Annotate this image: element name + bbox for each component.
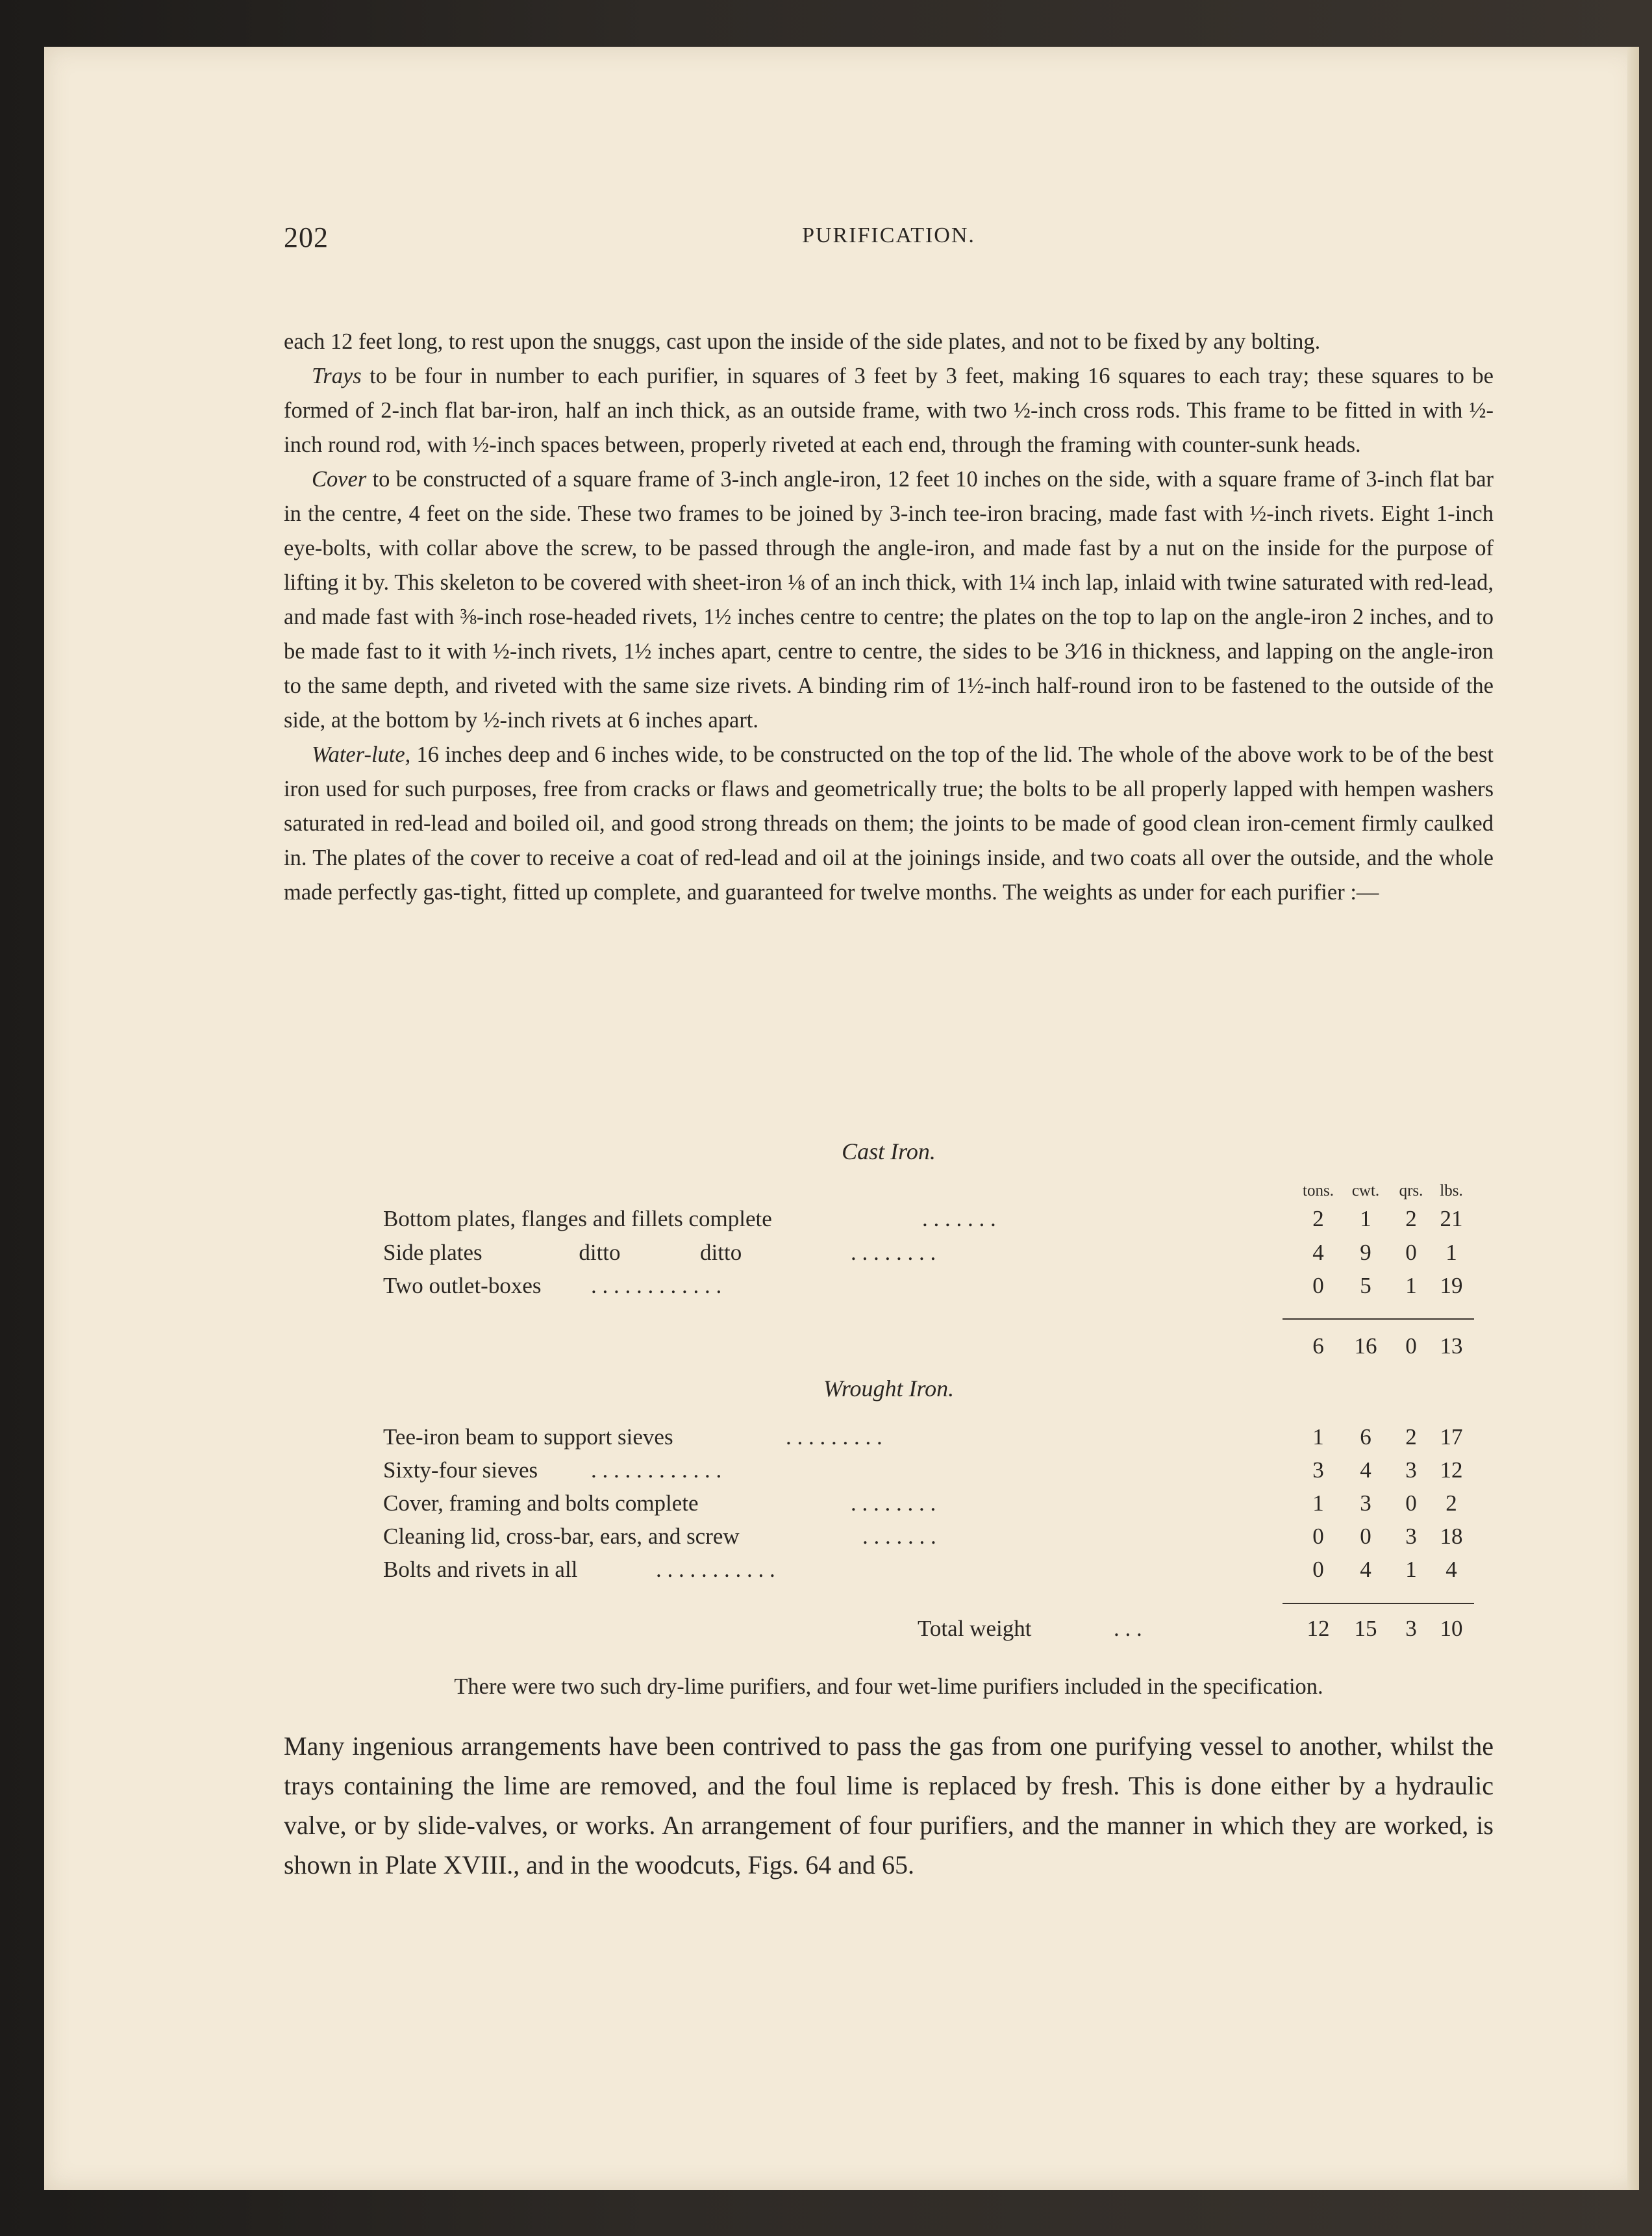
leader-dots: . . . . . . . . . . . . [591, 1273, 722, 1298]
weight-value: 18 [1440, 1524, 1463, 1549]
body-paragraph [284, 738, 1494, 910]
purifier-note: There were two such dry-lime purifiers, and four wet-lime purifiers included in the specification. [454, 1674, 1323, 1699]
leader-dots: . . . . . . . . . [786, 1424, 882, 1450]
weight-value: 4 [1446, 1557, 1457, 1582]
row-label: Bolts and rivets in all [383, 1557, 578, 1582]
weight-value: 3 [1312, 1457, 1324, 1483]
column-heading: tons. [1303, 1182, 1334, 1200]
weight-value: 6 [1360, 1424, 1371, 1450]
body-paragraph [284, 462, 1494, 738]
weight-value: 4 [1312, 1240, 1324, 1265]
paragraph-text: each 12 feet long, to rest upon the snuggs, cast upon the inside of the side plates, and not to be fixed by any bolting. [284, 329, 1321, 354]
row-label: Tee-iron beam to support sieves [383, 1424, 673, 1450]
row-label: Cleaning lid, cross-bar, ears, and screw [383, 1524, 740, 1549]
leader-dots: . . . . . . . . . . . . [591, 1457, 722, 1483]
weight-value: 0 [1360, 1524, 1371, 1549]
weight-value: 2 [1405, 1206, 1417, 1231]
weight-value: 5 [1360, 1273, 1371, 1298]
row-label: Cover, framing and bolts complete [383, 1490, 699, 1516]
cast-iron-title: Cast Iron. [842, 1138, 936, 1164]
body-paragraph [284, 325, 1494, 359]
weight-value: 1 [1405, 1273, 1417, 1298]
weight-value: 0 [1405, 1333, 1417, 1359]
weight-value: 21 [1440, 1206, 1463, 1231]
column-heading: qrs. [1399, 1182, 1423, 1200]
sum-rule [1283, 1603, 1474, 1604]
paragraph-lead-term: Trays [312, 364, 362, 388]
sum-rule [1283, 1318, 1474, 1320]
weight-value: 19 [1440, 1273, 1463, 1298]
weight-value: 1 [1360, 1206, 1371, 1231]
weight-value: 2 [1405, 1424, 1417, 1450]
row-label: Side plates ditto ditto [383, 1240, 742, 1265]
total-weight-label: Total weight [918, 1616, 1032, 1641]
weight-value: 16 [1354, 1333, 1377, 1359]
weight-value: 0 [1312, 1524, 1324, 1549]
specification-text [284, 325, 1494, 910]
page-number: 202 [284, 221, 329, 253]
weight-value: 0 [1312, 1557, 1324, 1582]
row-label: Sixty-four sieves [383, 1457, 538, 1483]
body-paragraph [284, 359, 1494, 462]
weight-value: 0 [1405, 1490, 1417, 1516]
weight-value: 4 [1360, 1557, 1371, 1582]
weight-value: 1 [1312, 1424, 1324, 1450]
column-heading: cwt. [1351, 1182, 1380, 1200]
page-header [284, 221, 1494, 260]
paragraph-text: 16 inches deep and 6 inches wide, to be constructed on the top of the lid. The whole of the above work to be of the best iron used for such purposes, free from cracks or flaws and geometrically true; the bolts to be all properly lapped with hempen washers saturated in red-lead and boiled oil, and good strong threads on them; the joints to be made of good clean iron-cement firmly caulked in. The plates of the cover to receive a coat of red-lead and oil at the joinings inside, and two coats all over the outside, and the whole made perfectly gas-tight, fitted up complete, and guaranteed for twelve months. The weights as under for each purifier :— [284, 742, 1494, 905]
weight-value: 15 [1354, 1616, 1377, 1641]
weight-value: 9 [1360, 1240, 1371, 1265]
closing-paragraph: Many ingenious arrangements have been contrived to pass the gas from one purifying vessel to another, whilst the trays containing the lime are removed, and the foul lime is replaced by fresh. This is done either by a hydraulic valve, or by slide-valves, or works. An arrangement of four purifiers, and the manner in which they are worked, is shown in Plate XVIII., and in the woodcuts, Figs. 64 and 65. [284, 1731, 1494, 1879]
weight-value: 6 [1312, 1333, 1324, 1359]
leader-dots: . . . [1114, 1616, 1142, 1641]
wrought-iron-title: Wrought Iron. [823, 1376, 955, 1401]
row-label: Bottom plates, flanges and fillets complete [383, 1206, 772, 1231]
weight-value: 17 [1440, 1424, 1463, 1450]
paragraph-lead-term: Water-lute, [312, 742, 411, 767]
running-head: PURIFICATION. [802, 223, 975, 247]
weight-value: 1 [1312, 1490, 1324, 1516]
weight-value: 3 [1360, 1490, 1371, 1516]
weight-value: 10 [1440, 1616, 1463, 1641]
weight-value: 1 [1446, 1240, 1457, 1265]
paragraph-lead-term: Cover [312, 467, 367, 492]
weight-value: 4 [1360, 1457, 1371, 1483]
column-heading: lbs. [1440, 1182, 1463, 1200]
weight-value: 12 [1440, 1457, 1463, 1483]
weight-value: 3 [1405, 1457, 1417, 1483]
weight-value: 0 [1405, 1240, 1417, 1265]
leader-dots: . . . . . . . . . . . [656, 1557, 775, 1582]
row-label: Two outlet-boxes [383, 1273, 542, 1298]
paragraph-text: to be four in number to each purifier, in squares of 3 feet by 3 feet, making 16 squares to each tray; these squares to be formed of 2-inch flat bar-iron, half an inch thick, as an outside frame, with two ½-inch cross rods. This frame to be fitted in with ½-inch round rod, with ½-inch spaces between, properly riveted at each end, through the framing with counter-sunk heads. [284, 364, 1494, 457]
leader-dots: . . . . . . . . [851, 1240, 936, 1265]
weight-value: 1 [1405, 1557, 1417, 1582]
paragraph-text: to be constructed of a square frame of 3-inch angle-iron, 12 feet 10 inches on the side, with a square frame of 3-inch flat bar in the centre, 4 feet on the side. These two frames to be joined by 3-inch tee-iron bracing, made fast with ½-inch rivets. Eight 1-inch eye-bolts, with collar above the screw, to be passed through the angle-iron, and made fast by a nut on the inside for the purpose of lifting it by. This skeleton to be covered with sheet-iron ⅛ of an inch thick, with 1¼ inch lap, inlaid with twine saturated with red-lead, and made fast with ⅜-inch rose-headed rivets, 1½ inches centre to centre; the plates on the top to lap on the angle-iron 2 inches, and to be made fast to it with ½-inch rivets, 1½ inches apart, centre to centre, the sides to be 3⁄16 in thickness, and lapping on the angle-iron to the same depth, and riveted with the same size rivets. A binding rim of 1½-inch half-round iron to be fastened to the outside of the side, at the bottom by ½-inch rivets at 6 inches apart. [284, 467, 1494, 733]
leader-dots: . . . . . . . [922, 1206, 996, 1231]
weight-value: 3 [1405, 1524, 1417, 1549]
weight-value: 3 [1405, 1616, 1417, 1641]
weight-value: 2 [1312, 1206, 1324, 1231]
leader-dots: . . . . . . . . [851, 1490, 936, 1516]
leader-dots: . . . . . . . [862, 1524, 936, 1549]
weight-value: 12 [1307, 1616, 1330, 1641]
page-edge [1627, 47, 1639, 2190]
weight-value: 2 [1446, 1490, 1457, 1516]
weight-value: 13 [1440, 1333, 1463, 1359]
weight-value: 0 [1312, 1273, 1324, 1298]
